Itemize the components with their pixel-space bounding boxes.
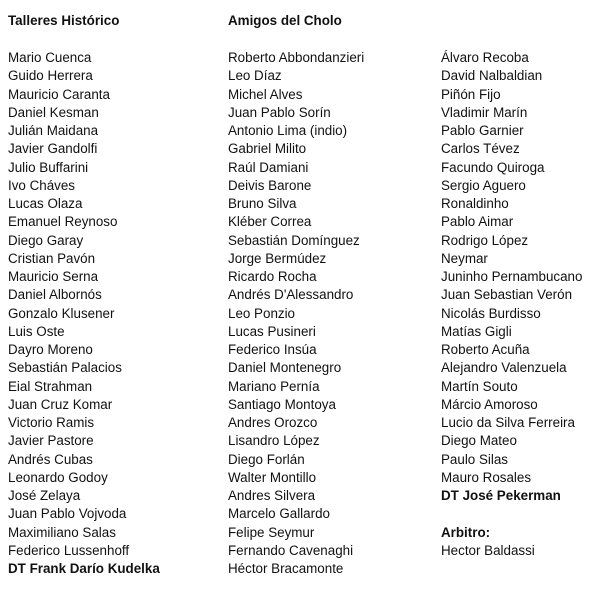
talleres-player: Federico Lussenhoff xyxy=(8,542,130,558)
amigos-player: Márcio Amoroso xyxy=(441,396,538,412)
amigos-player: Paulo Silas xyxy=(441,451,508,467)
amigos-player: Mauro Rosales xyxy=(441,469,532,485)
amigos-player: Michel Alves xyxy=(228,86,303,102)
amigos-player: Piñón Fijo xyxy=(441,86,501,102)
talleres-player: Andrés Cubas xyxy=(8,451,93,467)
amigos-player: Leo Díaz xyxy=(228,68,282,84)
amigos-player: Pablo Garnier xyxy=(441,123,524,138)
talleres-player: Sebastián Palacios xyxy=(8,360,122,376)
amigos-player: Juan Pablo Sorín xyxy=(228,104,331,120)
amigos-player: Vladimir Marín xyxy=(441,104,528,120)
talleres-player: Julián Maidana xyxy=(8,123,99,138)
talleres-player: Cristian Pavón xyxy=(8,250,96,266)
amigos-player-list-1 xyxy=(228,49,364,578)
amigos-player: Lucas Pusineri xyxy=(228,323,316,339)
amigos-player: Walter Montillo xyxy=(228,469,317,485)
talleres-player: Lucas Olaza xyxy=(8,196,83,211)
talleres-player: Daniel Kesman xyxy=(8,104,99,120)
amigos-player: Martín Souto xyxy=(441,378,518,394)
amigos-player: Héctor Bracamonte xyxy=(228,561,344,576)
talleres-heading: Talleres Histórico xyxy=(8,13,120,28)
amigos-player: Leo Ponzio xyxy=(228,305,296,321)
amigos-player: Kléber Correa xyxy=(228,214,312,230)
amigos-player: Diego Mateo xyxy=(441,433,517,449)
talleres-player-list xyxy=(8,49,160,578)
amigos-player: Antonio Lima (indio) xyxy=(228,123,348,138)
amigos-player: Alejandro Valenzuela xyxy=(441,360,567,376)
amigos-player: Ronaldinho xyxy=(441,196,509,211)
amigos-player: Carlos Tévez xyxy=(441,141,520,157)
amigos-player: Facundo Quiroga xyxy=(441,159,545,175)
talleres-player: Maximiliano Salas xyxy=(8,524,116,540)
amigos-player: Raúl Damiani xyxy=(228,159,309,175)
amigos-player: Lisandro López xyxy=(228,433,320,449)
amigos-heading: Amigos del Cholo xyxy=(228,13,342,28)
talleres-player: Mario Cuenca xyxy=(8,50,92,65)
talleres-player: Julio Buffarini xyxy=(8,159,89,175)
amigos-player: Lucio da Silva Ferreira xyxy=(441,415,575,430)
amigos-player: Pablo Aimar xyxy=(441,214,514,230)
amigos-coach: DT José Pekerman xyxy=(441,488,561,503)
amigos-player: Santiago Montoya xyxy=(228,396,336,412)
amigos-player: Daniel Montenegro xyxy=(228,360,342,376)
talleres-player: Diego Garay xyxy=(8,232,84,248)
talleres-player: Victorio Ramis xyxy=(8,415,95,430)
amigos-player-list-2 xyxy=(441,49,582,560)
talleres-player: Gonzalo Klusener xyxy=(8,305,115,321)
amigos-player: Sebastián Domínguez xyxy=(228,232,360,248)
talleres-player: Guido Herrera xyxy=(8,68,93,84)
talleres-player: Dayro Moreno xyxy=(8,342,93,357)
amigos-player: Fernando Cavenaghi xyxy=(228,542,354,558)
amigos-player: Federico Insúa xyxy=(228,342,317,357)
amigos-player: Álvaro Recoba xyxy=(441,50,529,65)
talleres-player: Juan Cruz Komar xyxy=(8,396,113,412)
amigos-player: Matías Gigli xyxy=(441,323,512,339)
amigos-player: Diego Forlán xyxy=(228,451,305,467)
amigos-player: Sergio Aguero xyxy=(441,177,526,193)
referee-name: Hector Baldassi xyxy=(441,542,535,558)
talleres-player: Daniel Albornós xyxy=(8,287,102,303)
amigos-player: Mariano Pernía xyxy=(228,378,320,394)
amigos-player: Roberto Acuña xyxy=(441,342,530,357)
talleres-player: Javier Pastore xyxy=(8,433,94,449)
amigos-player: Jorge Bermúdez xyxy=(228,250,327,266)
spacer xyxy=(441,505,582,523)
talleres-player: Juan Pablo Vojvoda xyxy=(8,506,127,522)
amigos-player: Bruno Silva xyxy=(228,196,297,211)
amigos-player: Deivis Barone xyxy=(228,177,312,193)
amigos-player: Rodrigo López xyxy=(441,232,529,248)
amigos-player: Felipe Seymur xyxy=(228,524,315,540)
amigos-player: Neymar xyxy=(441,250,488,266)
talleres-player: José Zelaya xyxy=(8,488,81,503)
talleres-coach: DT Frank Darío Kudelka xyxy=(8,561,160,576)
talleres-player: Mauricio Caranta xyxy=(8,86,110,102)
amigos-player: Andres Orozco xyxy=(228,415,318,430)
amigos-player: Juan Sebastian Verón xyxy=(441,287,573,303)
talleres-player: Javier Gandolfi xyxy=(8,141,98,157)
amigos-player: Juninho Pernambucano xyxy=(441,269,583,284)
talleres-player: Leonardo Godoy xyxy=(8,469,108,485)
talleres-player: Ivo Cháves xyxy=(8,177,75,193)
referee-label: Arbitro: xyxy=(441,524,491,540)
amigos-player: Gabriel Milito xyxy=(228,141,307,157)
amigos-player: Andres Silvera xyxy=(228,488,316,503)
talleres-player: Eial Strahman xyxy=(8,378,93,394)
amigos-player: David Nalbaldian xyxy=(441,68,543,84)
amigos-player: Marcelo Gallardo xyxy=(228,506,330,522)
talleres-player: Mauricio Serna xyxy=(8,269,99,284)
talleres-player: Luis Oste xyxy=(8,323,65,339)
talleres-player: Emanuel Reynoso xyxy=(8,214,118,230)
amigos-player: Andrés D'Alessandro xyxy=(228,287,354,303)
amigos-player: Nicolás Burdisso xyxy=(441,305,541,321)
amigos-player: Roberto Abbondanzieri xyxy=(228,50,365,65)
amigos-player: Ricardo Rocha xyxy=(228,269,317,284)
